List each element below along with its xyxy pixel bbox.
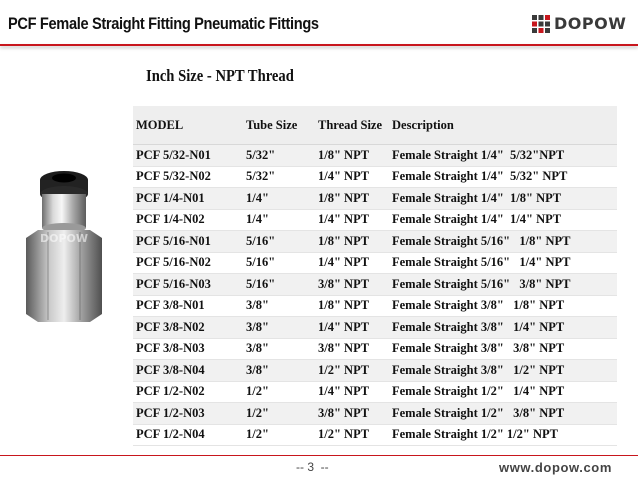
header-thread-size: Thread Size: [315, 106, 389, 145]
cell-thread-size: 1/4" NPT: [318, 255, 370, 270]
cell-model: PCF 1/4-N01: [136, 190, 205, 205]
footer-divider: [0, 455, 638, 456]
cell-description: Female Straight 1/4" 5/32" NPT: [392, 169, 568, 184]
table-row: [133, 338, 617, 360]
page-title: PCF Female Straight Fitting Pneumatic Fittings: [8, 14, 319, 33]
cell-thread-size: 1/4" NPT: [318, 212, 370, 227]
section-title: Inch Size - NPT Thread: [146, 66, 294, 85]
cell-description: Female Straight 5/16" 3/8" NPT: [392, 276, 571, 291]
cell-tube-size: 1/2": [246, 384, 269, 399]
cell-tube-size: 1/2": [246, 427, 269, 442]
cell-tube-size: 1/4": [246, 190, 269, 205]
table-row: [133, 231, 617, 253]
cell-tube-size: 5/32": [246, 147, 276, 162]
cell-thread-size: 1/8" NPT: [318, 190, 370, 205]
cell-thread-size: 1/8" NPT: [318, 298, 370, 313]
cell-model: PCF 3/8-N02: [136, 319, 205, 334]
cell-description: Female Straight 5/16" 1/4" NPT: [392, 255, 571, 270]
pneumatic-fitting-photo-icon: [18, 162, 110, 326]
table-row: [133, 403, 617, 425]
cell-model: PCF 5/32-N02: [136, 169, 211, 184]
product-photo-watermark: DOPOW: [39, 232, 89, 245]
table-row: [133, 166, 617, 188]
brand-logo: [532, 14, 626, 33]
table-row: [133, 274, 617, 296]
header-description: Description: [389, 106, 617, 145]
cell-thread-size: 1/4" NPT: [318, 319, 370, 334]
cell-tube-size: 1/2": [246, 405, 269, 420]
cell-model: PCF 5/16-N01: [136, 233, 211, 248]
cell-model: PCF 5/16-N03: [136, 276, 211, 291]
cell-thread-size: 1/8" NPT: [318, 233, 370, 248]
cell-description: Female Straight 1/2" 1/2" NPT: [392, 427, 558, 442]
cell-model: PCF 5/32-N01: [136, 147, 211, 162]
website-url: www.dopow.com: [499, 460, 612, 475]
table-row: [133, 360, 617, 382]
cell-description: Female Straight 3/8" 1/4" NPT: [392, 319, 565, 334]
cell-description: Female Straight 5/16" 1/8" NPT: [392, 233, 571, 248]
table-row: [133, 252, 617, 274]
cell-description: Female Straight 1/4" 5/32"NPT: [392, 147, 565, 162]
cell-model: PCF 5/16-N02: [136, 255, 211, 270]
cell-thread-size: 3/8" NPT: [318, 341, 370, 356]
cell-tube-size: 3/8": [246, 298, 269, 313]
cell-thread-size: 3/8" NPT: [318, 276, 370, 291]
cell-thread-size: 3/8" NPT: [318, 405, 370, 420]
cell-model: PCF 3/8-N03: [136, 341, 205, 356]
cell-tube-size: 5/16": [246, 276, 276, 291]
table-row: [133, 145, 617, 167]
cell-model: PCF 3/8-N04: [136, 362, 205, 377]
table-header-row: [133, 106, 617, 145]
table-row: [133, 295, 617, 317]
cell-thread-size: 1/4" NPT: [318, 169, 370, 184]
cell-model: PCF 1/2-N03: [136, 405, 205, 420]
cell-model: PCF 1/2-N04: [136, 427, 205, 442]
cell-description: Female Straight 1/2" 3/8" NPT: [392, 405, 565, 420]
cell-thread-size: 1/4" NPT: [318, 384, 370, 399]
cell-tube-size: 5/16": [246, 233, 276, 248]
table-row: [133, 381, 617, 403]
table-row: [133, 317, 617, 339]
cell-tube-size: 3/8": [246, 319, 269, 334]
header-divider: [0, 44, 638, 46]
table-row: [133, 209, 617, 231]
cell-model: PCF 1/4-N02: [136, 212, 205, 227]
cell-tube-size: 5/16": [246, 255, 276, 270]
cell-description: Female Straight 1/4" 1/8" NPT: [392, 190, 562, 205]
header-tube-size: Tube Size: [243, 106, 315, 145]
cell-description: Female Straight 1/4" 1/4" NPT: [392, 212, 562, 227]
cell-model: PCF 3/8-N01: [136, 298, 205, 313]
cell-tube-size: 1/4": [246, 212, 269, 227]
cell-description: Female Straight 1/2" 1/4" NPT: [392, 384, 565, 399]
cell-description: Female Straight 3/8" 1/8" NPT: [392, 298, 565, 313]
cell-model: PCF 1/2-N02: [136, 384, 205, 399]
header-model: MODEL: [133, 106, 243, 145]
cell-tube-size: 3/8": [246, 341, 269, 356]
cell-description: Female Straight 3/8" 3/8" NPT: [392, 341, 565, 356]
page-number: -- 3 --: [296, 460, 329, 474]
table-row: [133, 188, 617, 210]
cell-thread-size: 1/2" NPT: [318, 427, 370, 442]
table-row: [133, 424, 617, 446]
cell-description: Female Straight 3/8" 1/2" NPT: [392, 362, 565, 377]
cell-tube-size: 5/32": [246, 169, 276, 184]
cell-thread-size: 1/8" NPT: [318, 147, 370, 162]
cell-thread-size: 1/2" NPT: [318, 362, 370, 377]
dopow-logo-icon: [532, 15, 550, 33]
spec-table: [133, 106, 617, 446]
logo-text: DOPOW: [554, 14, 627, 33]
cell-tube-size: 3/8": [246, 362, 269, 377]
